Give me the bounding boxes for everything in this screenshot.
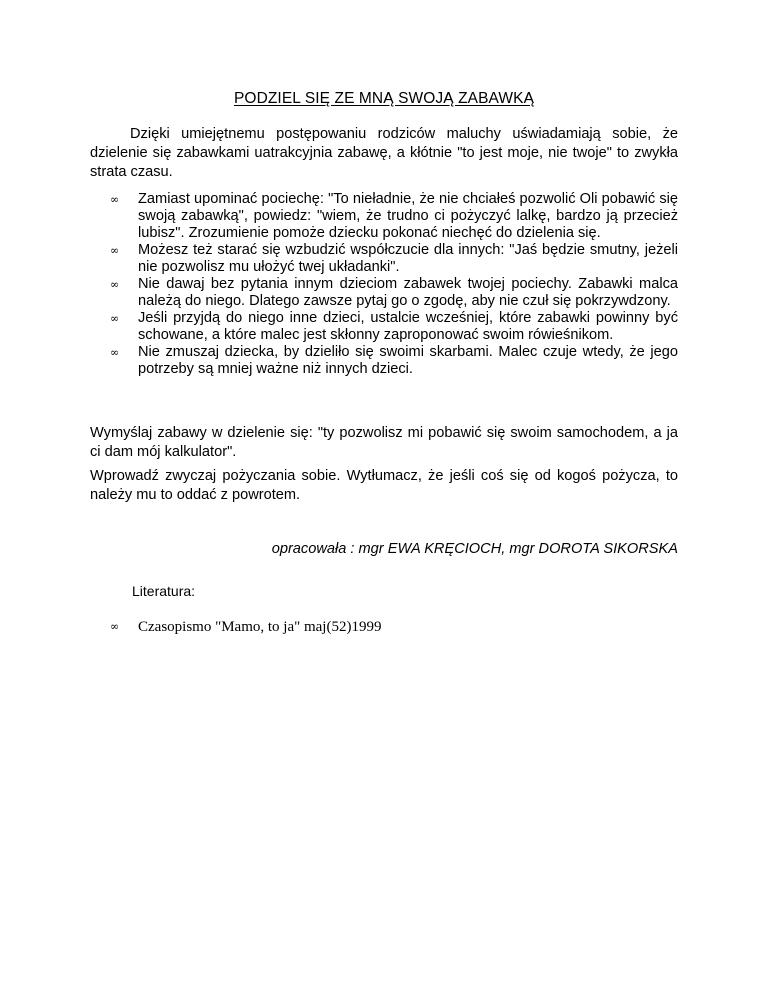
paragraph-games: Wymyślaj zabawy w dzielenie się: "ty pozwolisz mi pobawić się swoim samochodem, a ja ci dam mój kalkulator". bbox=[90, 425, 678, 460]
literature-item-text: Czasopismo "Mamo, to ja" maj(52)1999 bbox=[138, 619, 382, 635]
bullet-icon: ∞ bbox=[110, 312, 120, 325]
list-item bbox=[90, 191, 678, 242]
literature-heading: Literatura: bbox=[132, 583, 196, 599]
list-item-text: Możesz też starać się wzbudzić współczucie dla innych: "Jaś będzie smutny, jeżeli nie pozwolisz mu ułożyć twej układanki". bbox=[138, 242, 678, 275]
tips-list bbox=[90, 191, 678, 378]
author-credit: opracowała : mgr EWA KRĘCIOCH, mgr DOROTA SIKORSKA bbox=[271, 541, 678, 557]
bullet-icon: ∞ bbox=[110, 278, 120, 291]
paragraph-lending: Wprowadź zwyczaj pożyczania sobie. Wytłumacz, że jeśli coś się od kogoś pożycza, to należy mu to oddać z powrotem. bbox=[90, 468, 678, 503]
bullet-icon: ∞ bbox=[110, 244, 120, 257]
list-item-text: Nie zmuszaj dziecka, by dzieliło się swoimi skarbami. Malec czuje wtedy, że jego potrzeby są mniej ważne niż innych dzieci. bbox=[138, 344, 678, 377]
list-item bbox=[90, 276, 678, 310]
bullet-icon: ∞ bbox=[110, 346, 120, 359]
list-item bbox=[90, 242, 678, 276]
document-title: PODZIEL SIĘ ZE MNĄ SWOJĄ ZABAWKĄ bbox=[233, 90, 535, 107]
list-item bbox=[90, 619, 381, 636]
list-item bbox=[90, 344, 678, 378]
bullet-icon: ∞ bbox=[110, 193, 120, 206]
list-item bbox=[90, 310, 678, 344]
list-item-text: Nie dawaj bez pytania innym dzieciom zabawek twojej pociechy. Zabawki malca należą do niego. Dlatego zawsze pytaj go o zgodę, aby nie czuł się pokrzywdzony. bbox=[138, 276, 678, 309]
literature-list bbox=[90, 619, 381, 636]
list-item-text: Zamiast upominać pociechę: "To nieładnie, że nie chciałeś pozwolić Oli pobawić się swoją zabawką", powiedz: "wiem, że trudno ci pożyczyć lalkę, bardzo ją przecież lubisz". Zrozumienie pomoże dziecku pokonać niechęć do dzielenia się. bbox=[138, 191, 678, 241]
intro-paragraph: Dzięki umiejętnemu postępowaniu rodziców maluchy uświadamiają sobie, że dzielenie się zabawkami uatrakcyjnia zabawę, a kłótnie "to jest moje, nie twoje" to zwykła strata czasu. bbox=[90, 126, 678, 180]
list-item-text: Jeśli przyjdą do niego inne dzieci, ustalcie wcześniej, które zabawki powinny być schowane, a które malec jest skłonny zaproponować swoim rówieśnikom. bbox=[138, 310, 678, 343]
bullet-icon: ∞ bbox=[110, 620, 120, 633]
